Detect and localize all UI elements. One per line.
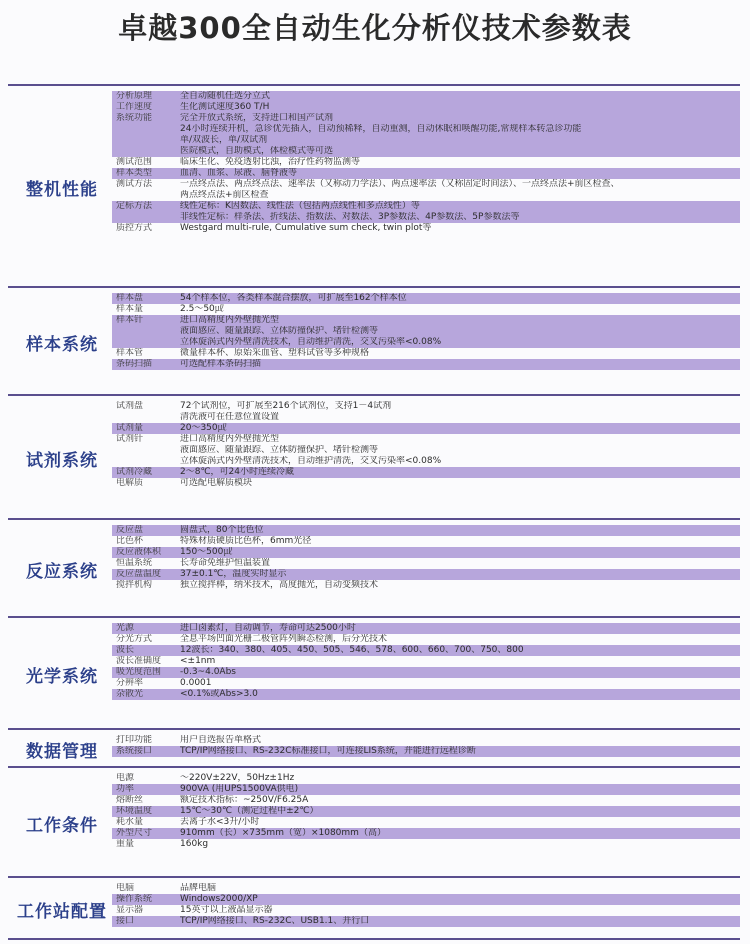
- table-row: [112, 645, 740, 656]
- value-line: 160kg: [180, 839, 209, 849]
- row-label: 测试方法: [116, 179, 153, 189]
- table-row: [112, 894, 740, 905]
- section-4: [8, 518, 740, 616]
- row-value: [180, 315, 740, 348]
- value-line: 额定技术指标：~250V/F6.25A: [180, 795, 309, 805]
- row-label: 打印功能: [116, 735, 153, 745]
- row-label: 样本类型: [116, 168, 153, 178]
- row-value: [180, 525, 740, 536]
- row-label: 波长: [116, 645, 135, 655]
- section-rows: [112, 293, 740, 370]
- section-rows: [112, 91, 740, 234]
- row-value: [180, 478, 740, 489]
- value-line: 37±0.1℃，温度实时显示: [180, 569, 287, 579]
- row-label: 质控方式: [116, 223, 153, 233]
- table-row: [112, 102, 740, 113]
- table-row: [112, 91, 740, 102]
- row-value: [180, 623, 740, 634]
- table-row: [112, 634, 740, 645]
- table-row: [112, 525, 740, 536]
- row-label: 样本针: [116, 315, 144, 325]
- value-line: ～220V±22V，50Hz±1Hz: [180, 773, 295, 783]
- value-line: 用户自选报告单格式: [180, 735, 262, 745]
- value-line: <0.1%或Abs>3.0: [180, 689, 258, 699]
- table-row: [112, 423, 740, 434]
- row-value: [180, 348, 740, 359]
- value-line: 0.0001: [180, 678, 212, 688]
- value-line: 15英寸以上液晶显示器: [180, 905, 273, 915]
- section-rows: [112, 773, 740, 850]
- row-label: 试剂盘: [116, 401, 144, 411]
- value-line: TCP/IP网络接口、RS-232C标准接口，可连接LIS系统，并能进行远程诊断: [180, 746, 476, 756]
- row-label: 波长准确度: [116, 656, 162, 666]
- row-label: 显示器: [116, 905, 144, 915]
- value-line: 去离子水<3升/小时: [180, 817, 260, 827]
- table-row: [112, 434, 740, 467]
- row-value: [180, 91, 740, 102]
- row-label: 耗水量: [116, 817, 144, 827]
- table-row: [112, 795, 740, 806]
- row-value: [180, 645, 740, 656]
- table-row: [112, 806, 740, 817]
- section-3: [8, 394, 740, 518]
- row-label: 分析原理: [116, 91, 153, 101]
- table-row: [112, 773, 740, 784]
- row-value: [180, 667, 740, 678]
- row-label: 操作系统: [116, 894, 153, 904]
- section-7: [8, 766, 740, 876]
- row-value: [180, 806, 740, 817]
- row-label: 试剂量: [116, 423, 144, 433]
- value-line: 12波长：340、380、405、450、505、546、578、600、660、700、750、800: [180, 645, 524, 655]
- row-label: 搅拌机构: [116, 580, 153, 590]
- value-line: 2～8℃，可24小时连续冷藏: [180, 467, 295, 477]
- row-label: 吸光度范围: [116, 667, 162, 677]
- row-value: [180, 580, 740, 591]
- value-line: 20～350㎕: [180, 423, 227, 433]
- value-line: 立体旋涡式内外壁清洗技术，自动维护清洗，交叉污染率<0.08%: [180, 337, 442, 347]
- table-row: [112, 179, 740, 201]
- table-row: [112, 359, 740, 370]
- row-value: [180, 839, 740, 850]
- row-value: [180, 689, 740, 700]
- row-value: [180, 401, 740, 423]
- table-row: [112, 168, 740, 179]
- row-value: [180, 558, 740, 569]
- row-label: 样本管: [116, 348, 144, 358]
- row-value: [180, 467, 740, 478]
- table-row: [112, 569, 740, 580]
- row-value: [180, 423, 740, 434]
- value-line: 品牌电脑: [180, 883, 217, 893]
- table-row: [112, 905, 740, 916]
- table-row: [112, 201, 740, 223]
- table-row: [112, 315, 740, 348]
- value-line: 进口高精度内外壁抛光型: [180, 315, 280, 325]
- section-title: 数据管理: [26, 742, 98, 762]
- value-line: 血清、血浆、尿液、脑脊液等: [180, 168, 298, 178]
- table-row: [112, 828, 740, 839]
- table-row: [112, 735, 740, 746]
- row-label: 电脑: [116, 883, 135, 893]
- value-line: 完全开放式系统，支持进口和国产试剂: [180, 113, 334, 123]
- value-line: 72个试剂位，可扩展至216个试剂位，支持1－4试剂: [180, 401, 392, 411]
- value-line: Westgard multi-rule, Cumulative sum check, twin plot等: [180, 223, 432, 233]
- section-rows: [112, 735, 740, 757]
- row-value: [180, 916, 740, 927]
- value-line: <±1nm: [180, 656, 216, 666]
- row-label: 测试范围: [116, 157, 153, 167]
- value-line: 医院模式，自助模式，体检模式等可选: [180, 146, 334, 156]
- value-line: 液面感应、随量跟踪、立体防撞保护、堵针检测等: [180, 445, 379, 455]
- row-label: 恒温系统: [116, 558, 153, 568]
- value-line: 15℃～30℃（测定过程中±2℃）: [180, 806, 319, 816]
- row-label: 比色杯: [116, 536, 144, 546]
- value-line: 910mm（长）×735mm（宽）×1080mm（高）: [180, 828, 386, 838]
- value-line: 全自动随机任选分立式: [180, 91, 271, 101]
- value-line: 全息平场凹面光栅二极管阵列瞬态检测，后分光技术: [180, 634, 388, 644]
- value-line: 清洗液可在任意位置设置: [180, 412, 280, 422]
- row-value: [180, 293, 740, 304]
- value-line: 900VA (用UPS1500VA供电): [180, 784, 299, 794]
- value-line: 液面感应、随量跟踪、立体防撞保护、堵针检测等: [180, 326, 379, 336]
- row-label: 外型尺寸: [116, 828, 153, 838]
- value-line: 圆盘式，80个比色位: [180, 525, 264, 535]
- value-line: 2.5～50㎕: [180, 304, 224, 314]
- value-line: 长寿命免维护恒温装置: [180, 558, 271, 568]
- table-row: [112, 401, 740, 423]
- table-row: [112, 304, 740, 315]
- table-row: [112, 667, 740, 678]
- section-rows: [112, 883, 740, 927]
- value-line: -0.3~4.0Abs: [180, 667, 236, 677]
- row-value: [180, 795, 740, 806]
- value-line: 临床生化、免疫透射比浊，治疗性药物监测等: [180, 157, 361, 167]
- row-value: [180, 113, 740, 157]
- table-row: [112, 656, 740, 667]
- section-8: [8, 876, 740, 938]
- value-line: 可选配电解质模块: [180, 478, 253, 488]
- value-line: 两点终点法+前区检查: [180, 190, 269, 200]
- row-value: [180, 656, 740, 667]
- row-label: 系统功能: [116, 113, 153, 123]
- table-row: [112, 547, 740, 558]
- row-value: [180, 634, 740, 645]
- value-line: 54个样本位，各类样本混合摆放，可扩展至162个样本位: [180, 293, 407, 303]
- value-line: 进口卤素灯，自动调节，寿命可达2500小时: [180, 623, 356, 633]
- row-label: 分光方式: [116, 634, 153, 644]
- row-value: [180, 179, 740, 201]
- page-title: 卓越300全自动生化分析仪技术参数表: [118, 11, 632, 45]
- row-label: 分辨率: [116, 678, 144, 688]
- row-label: 样本盘: [116, 293, 144, 303]
- value-line: 24小时连续开机，急诊优先插入，自动预稀释，自动重测，自动休眠和唤醒功能,常规样本转急诊功能: [180, 124, 582, 134]
- section-title: 工作条件: [26, 816, 98, 836]
- section-2: [8, 286, 740, 394]
- table-row: [112, 113, 740, 157]
- row-value: [180, 828, 740, 839]
- table-row: [112, 348, 740, 359]
- row-value: [180, 894, 740, 905]
- row-label: 反应盘温度: [116, 569, 162, 579]
- row-label: 杂散光: [116, 689, 144, 699]
- row-label: 条码扫描: [116, 359, 153, 369]
- table-row: [112, 784, 740, 795]
- row-label: 反应盘: [116, 525, 144, 535]
- row-label: 试剂针: [116, 434, 144, 444]
- row-label: 定标方法: [116, 201, 153, 211]
- row-label: 接口: [116, 916, 135, 926]
- table-row: [112, 467, 740, 478]
- row-value: [180, 102, 740, 113]
- row-value: [180, 817, 740, 828]
- section-6: [8, 728, 740, 766]
- row-value: [180, 773, 740, 784]
- section-rows: [112, 525, 740, 591]
- value-line: 单/双波长，单/双试剂: [180, 135, 268, 145]
- table-row: [112, 157, 740, 168]
- table-row: [112, 558, 740, 569]
- row-value: [180, 168, 740, 179]
- row-label: 功率: [116, 784, 135, 794]
- table-bottom-rule: [8, 938, 740, 940]
- row-label: 光源: [116, 623, 135, 633]
- section-rows: [112, 401, 740, 489]
- table-row: [112, 916, 740, 927]
- section-title: 整机性能: [26, 180, 98, 200]
- row-value: [180, 569, 740, 580]
- value-line: 特殊材质硬质比色杯，6mm光径: [180, 536, 312, 546]
- row-value: [180, 547, 740, 558]
- table-row: [112, 689, 740, 700]
- section-rows: [112, 623, 740, 700]
- row-value: [180, 905, 740, 916]
- row-value: [180, 359, 740, 370]
- value-line: 线性定标：K因数法、线性法（包括两点线性和多点线性）等: [180, 201, 420, 211]
- row-label: 样本量: [116, 304, 144, 314]
- section-title: 反应系统: [26, 562, 98, 582]
- table-row: [112, 883, 740, 894]
- section-title: 工作站配置: [17, 902, 107, 922]
- table-row: [112, 746, 740, 757]
- row-label: 试剂冷藏: [116, 467, 153, 477]
- row-label: 熔断丝: [116, 795, 144, 805]
- row-value: [180, 678, 740, 689]
- row-value: [180, 304, 740, 315]
- value-line: 生化测试速度360 T/H: [180, 102, 270, 112]
- row-value: [180, 223, 740, 234]
- row-value: [180, 746, 740, 757]
- row-value: [180, 784, 740, 795]
- table-row: [112, 478, 740, 489]
- value-line: 立体旋涡式内外壁清洗技术，自动维护清洗，交叉污染率<0.08%: [180, 456, 442, 466]
- table-row: [112, 580, 740, 591]
- row-value: [180, 536, 740, 547]
- value-line: 一点终点法、两点终点法、速率法（又称动力学法）、两点速率法（又称固定时间法）、一点终点法+前区检查、: [180, 179, 620, 189]
- value-line: 独立搅拌棒，纳米技术，高度抛光，自动变频技术: [180, 580, 379, 590]
- row-label: 系统接口: [116, 746, 153, 756]
- table-row: [112, 223, 740, 234]
- value-line: 可选配样本条码扫描: [180, 359, 262, 369]
- value-line: 进口高精度内外壁抛光型: [180, 434, 280, 444]
- value-line: TCP/IP网络接口、RS-232C、USB1.1、并行口: [180, 916, 370, 926]
- row-value: [180, 883, 740, 894]
- row-value: [180, 201, 740, 223]
- value-line: 微量样本杯、原始采血管、塑料试管等多种规格: [180, 348, 370, 358]
- value-line: 非线性定标：样条法、折线法、指数法、对数法、3P参数法、4P参数法、5P参数法等: [180, 212, 520, 222]
- row-value: [180, 157, 740, 168]
- table-row: [112, 536, 740, 547]
- table-row: [112, 678, 740, 689]
- section-title: 试剂系统: [26, 451, 98, 471]
- table-row: [112, 839, 740, 850]
- table-row: [112, 817, 740, 828]
- row-label: 工作速度: [116, 102, 153, 112]
- row-label: 重量: [116, 839, 135, 849]
- row-label: 电源: [116, 773, 135, 783]
- row-value: [180, 434, 740, 467]
- section-title: 光学系统: [26, 667, 98, 687]
- row-label: 环境温度: [116, 806, 153, 816]
- table-row: [112, 293, 740, 304]
- value-line: 150～500㎕: [180, 547, 233, 557]
- table-row: [112, 623, 740, 634]
- row-label: 电解质: [116, 478, 144, 488]
- row-value: [180, 735, 740, 746]
- section-5: [8, 616, 740, 728]
- section-1: [8, 84, 740, 286]
- section-title: 样本系统: [26, 335, 98, 355]
- value-line: Windows2000/XP: [180, 894, 258, 904]
- row-label: 反应液体积: [116, 547, 162, 557]
